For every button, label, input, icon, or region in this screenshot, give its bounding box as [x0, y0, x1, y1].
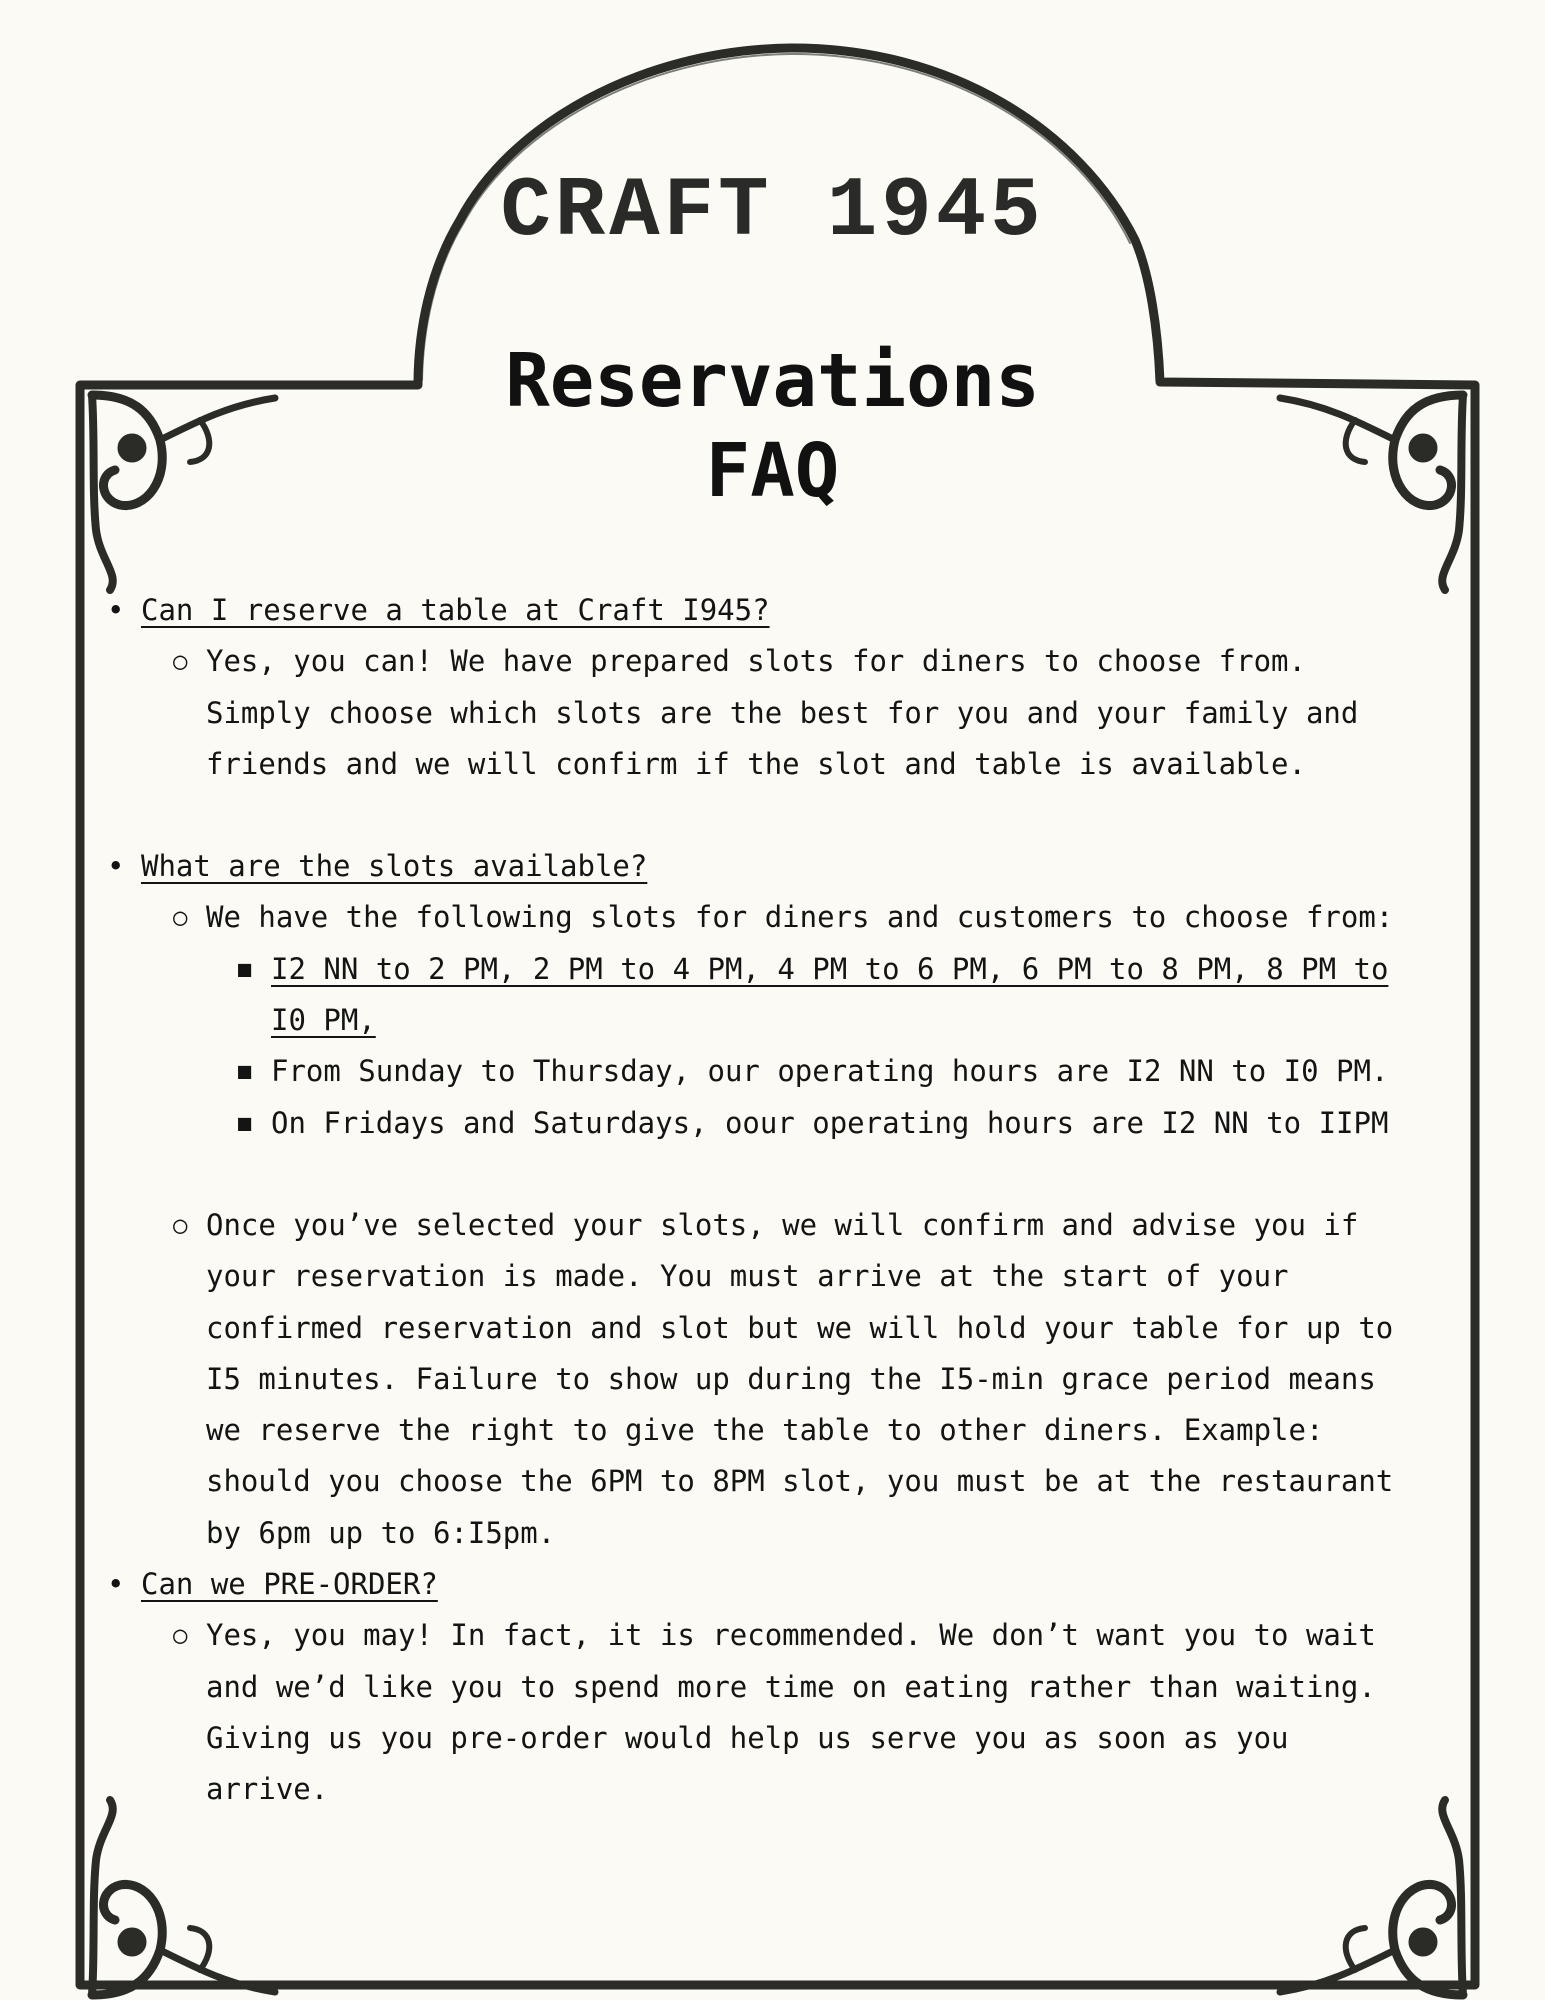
page-title-line-2: FAQ [705, 428, 840, 514]
page-title-line-1: Reservations [505, 338, 1040, 424]
sub-bullet-icon: ○ [173, 1210, 188, 1239]
sub-bullet-icon: ○ [173, 647, 188, 676]
answer-text: Yes, you can! We have prepared slots for diners to choose from. Simply choose which slots are the best for you and your family and friends and we will confirm if the slot and table is available. [206, 644, 1359, 781]
faq-answer-list [105, 1610, 1405, 1815]
slot-list-item [105, 1046, 1405, 1097]
answer-text: Once you’ve selected your slots, we will confirm and advise you if your reservation is made. You must arrive at the start of your confirmed reservation and slot but we will hold your table for up to I5 minutes. Failure to show up during the I5-min grace period means we reserve the right to give the table to other diners. Example: should you choose the 6PM to 8PM slot, you must be at the restaurant by 6pm up to 6:I5pm. [206, 1207, 1394, 1550]
slot-details-list [105, 944, 1405, 1149]
faq-answer-list [105, 892, 1405, 943]
faq-question [105, 1559, 1405, 1610]
faq-answer-list [105, 636, 1405, 790]
faq-answer [105, 1200, 1405, 1559]
faq-item-1 [105, 585, 1405, 636]
sub-bullet-icon: ○ [173, 903, 188, 932]
bullet-icon: • [107, 593, 125, 627]
slot-list-item [105, 944, 1405, 1047]
faq-item-2 [105, 841, 1405, 892]
answer-text: Yes, you may! In fact, it is recommended. We don’t want you to wait and we’d like you to spend more time on eating rather than waiting. Giving us you pre-order would help us serve you as soon as you arrive. [206, 1618, 1376, 1807]
square-bullet-icon: ■ [238, 1110, 252, 1136]
faq-answer [105, 636, 1405, 790]
spacer [105, 790, 1405, 841]
weekday-hours-text: From Sunday to Thursday, our operating hours are I2 NN to I0 PM. [271, 1054, 1389, 1089]
bullet-icon: • [107, 1567, 125, 1602]
square-bullet-icon: ■ [238, 1059, 252, 1085]
brand-logo-text: CRAFT 1945 [500, 165, 1045, 260]
faq-question [105, 841, 1405, 892]
weekend-hours-text: On Fridays and Saturdays, oour operating hours are I2 NN to IIPM [271, 1105, 1389, 1140]
answer-text: We have the following slots for diners and customers to choose from: [206, 900, 1394, 935]
faq-answer [105, 1610, 1405, 1815]
spacer [105, 1149, 1405, 1200]
page-title [0, 336, 1545, 516]
faq-answer [105, 892, 1405, 943]
faq-answer-list [105, 1200, 1405, 1559]
square-bullet-icon: ■ [238, 956, 252, 982]
slot-times-text: I2 NN to 2 PM, 2 PM to 4 PM, 4 PM to 6 PM, 6 PM to 8 PM, 8 PM to I0 PM, [271, 951, 1389, 1038]
faq-question [105, 585, 1405, 636]
question-text: Can I reserve a table at Craft I945? [141, 593, 770, 627]
bullet-icon: • [107, 849, 125, 884]
slot-list-item [105, 1098, 1405, 1149]
question-text: What are the slots available? [141, 849, 648, 884]
question-text: Can we PRE-ORDER? [141, 1567, 438, 1602]
faq-list [105, 585, 1405, 1816]
faq-item-3 [105, 1559, 1405, 1610]
sub-bullet-icon: ○ [173, 1621, 188, 1650]
